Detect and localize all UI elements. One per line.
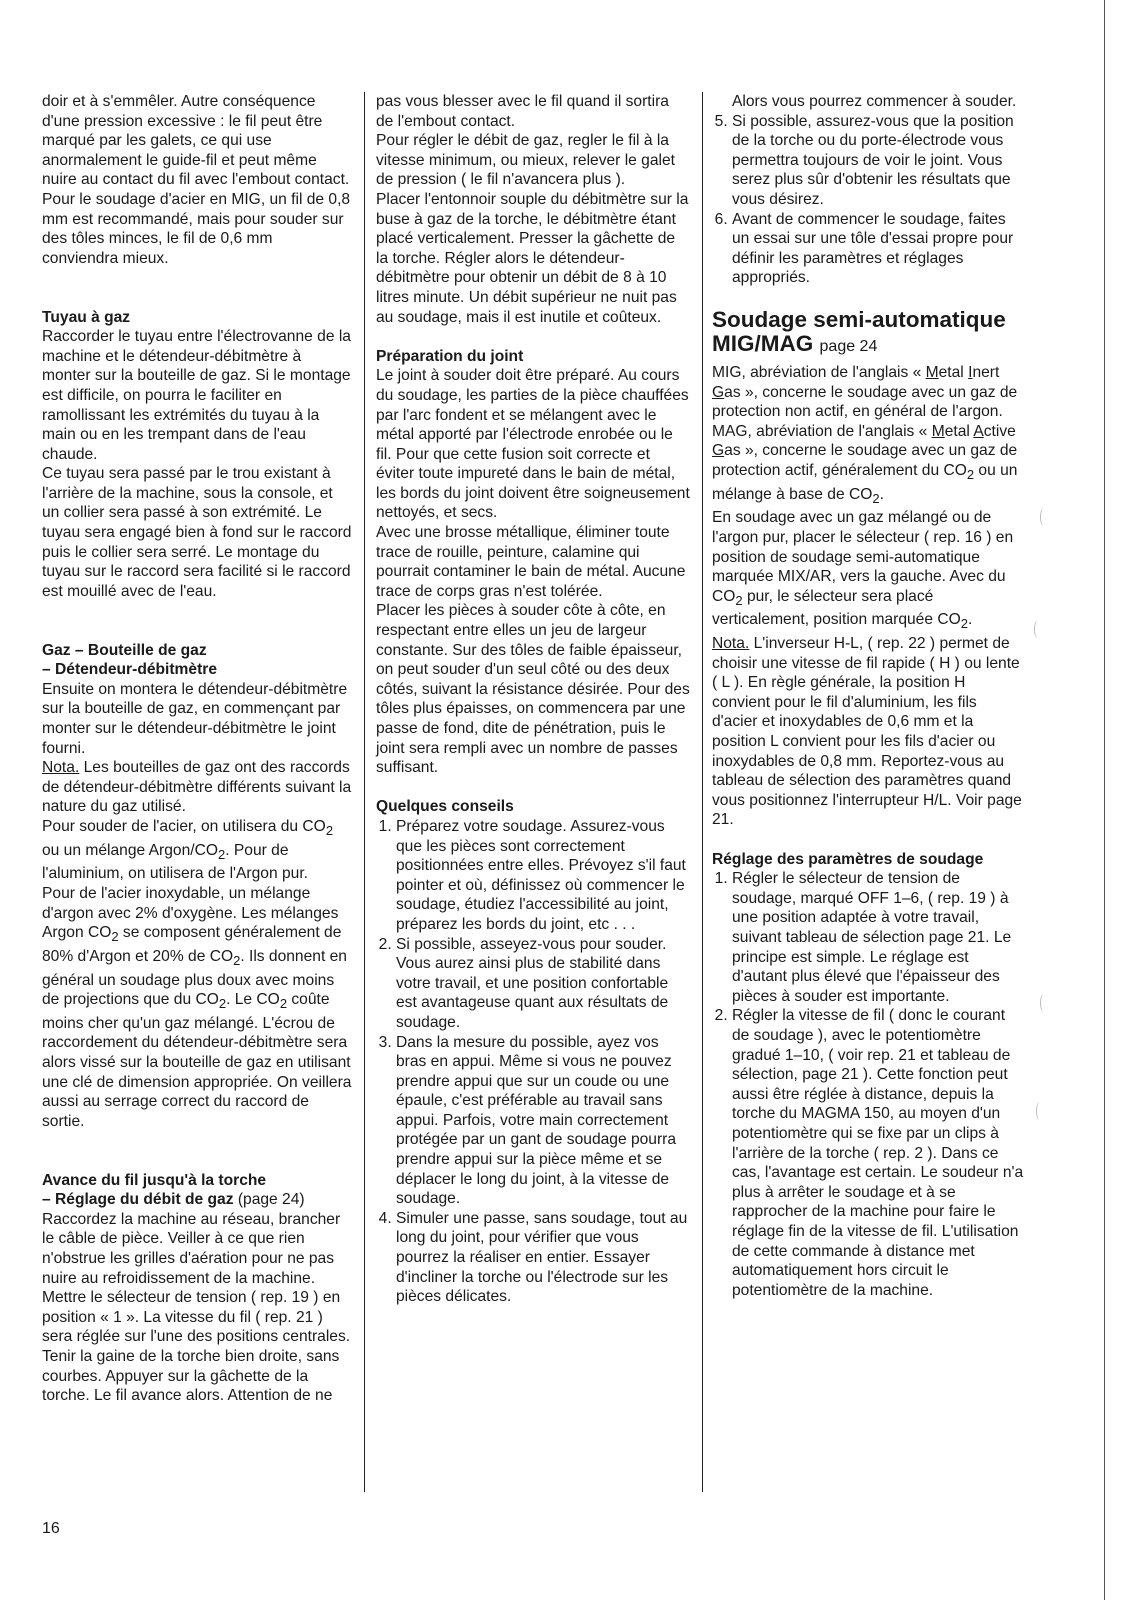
paragraph: Mettre le sélecteur de tension ( rep. 19 ) en position « 1 ». La vitesse du fil ( rep. 21 ) sera réglée sur l'une des positions centrales. Tenir la gaine de la torche bien droite, sans courbes. Appuyer sur la gâchette de la torche. Le fil avance alors. Attention de ne (42, 1289, 351, 1405)
paragraph: En soudage avec un gaz mélangé ou de l'argon pur, placer le sélecteur ( rep. 16 ) en position de soudage semi-automatique marquée MIX/AR, vers la gauche. Avec du $CO_2$ pur, le sélecteur sera placé verticalement, position marquée $CO_2$. (712, 509, 1014, 632)
column-1 (42, 92, 352, 1406)
paragraph: Pour de l'acier inoxydable, un mélange d'argon avec 2% d'oxygène. Les mélanges Argon $CO_2$ se composent généralement de 80% d'Argon et 20% de $CO_2$. Ils donnent en général un soudage plus doux avec moins de projections que du $CO_2$. Le $CO_2$ coûte moins cher qu'un gaz mélangé. L'écrou de raccordement du détendeur-débitmètre sera alors vissé sur la bouteille de gaz en utilisant une clé de dimension appropriée. On veillera aussi au serrage correct du raccord de sortie. (42, 884, 352, 1130)
paragraph-nota: Nota. L'inverseur H-L, ( rep. 22 ) permet de choisir une vitesse de fil rapide ( H ) ou lente ( L ). En règle générale, la position H convient pour le fil d'aluminium, les fils d'acier et inoxydables de 0,6 mm et la position L convient pour les fils d'acier ou inoxydables de 0,8 mm. Reportez-vous au tableau de sélection des paramètres quand vous positionnez l'interrupteur H/L. Voir page 21. (712, 635, 1022, 829)
page-number: 16 (42, 1520, 60, 1537)
section-heading-reglage: Réglage des paramètres de soudage (712, 850, 984, 868)
paragraph: Raccordez la machine au réseau, brancher le câble de pièce. Veiller à ce que rien n'obstrue les grilles d'aération pour ne pas nuire au refroidissement de la machine. (42, 1210, 341, 1287)
paragraph: Pour régler le débit de gaz, regler le fil à la vitesse minimum, ou mieux, relever le galet de pression ( le fil n'avancera plus ). (376, 132, 675, 189)
paragraph: Pour souder de l'acier, on utilisera du $CO_2$ ou un mélange Argon/$CO_2$. Pour de l'aluminium, on utilisera de l'Argon pur. (42, 817, 334, 883)
paragraph-mig: MIG, abréviation de l'anglais « Metal Inert Gas », concerne le soudage avec un gaz de protection non actif, en général de l'argon. (712, 363, 1018, 421)
list-item: 6. Avant de commencer le soudage, faites un essai sur une tôle d'essai propre pour définir les paramètres et réglages appropriés. (732, 210, 1024, 288)
column-2 (376, 92, 690, 1307)
pencil-mark (1040, 508, 1047, 526)
paragraph: doir et à s'emmêler. Autre conséquence d'une pression excessive : le fil peut être marqué par les galets, ce qui use anormalement le guide-fil et peut même nuire au contact du fil avec l'embout contact. (42, 93, 350, 189)
section-heading-preparation: Préparation du joint (376, 347, 524, 365)
paragraph: Alors vous pourrez commencer à souder. (732, 93, 1017, 110)
section-heading-tuyau: Tuyau à gaz (42, 308, 131, 326)
section-title-mig-mag: Soudage semi-automatique MIG/MAG page 24 (712, 306, 1006, 356)
paragraph: Avec une brosse métallique, éliminer toute trace de rouille, peinture, calamine qui pourrait contaminer le bain de métal. Aucune trace de corps gras n'est tolérée. (376, 524, 686, 600)
paragraph: pas vous blesser avec le fil quand il sortira de l'embout contact. (376, 93, 669, 130)
paragraph: Le joint à souder doit être préparé. Au cours du soudage, les parties de la pièce chauffées par l'arc fondent et se mélangent avec le métal apporté par l'électrode enrobée ou le fil. Pour que cette fusion soit correcte et éviter toute impureté dans le bain de métal, les bords du joint doivent être soigneusement nettoyés, et secs. (376, 367, 690, 522)
paragraph-nota: Nota. Les bouteilles de gaz ont des raccords de détendeur-débitmètre différents suivant la nature du gaz utilisé. (42, 759, 352, 816)
section-heading-avance: Avance du fil jusqu'à la torche – Réglage du débit de gaz (page 24) (42, 1171, 305, 1209)
paragraph: Placer les pièces à souder côte à côte, en respectant entre elles un jeu de largeur constante. Sur des tôles de faible épaisseur, on peut souder d'un seul côté ou des deux côtés, suivant la résistance désirée. Pour des tôles plus épaisses, on commencera par une passe de fond, dite de pénétration, puis le joint sera rempli avec un nombre de passes suffisant. (376, 602, 690, 777)
advice-list-continued (712, 112, 1024, 288)
paragraph: Raccorder le tuyau entre l'électrovanne de la machine et le détendeur-débitmètre à monter sur la bouteille de gaz. Si le montage est difficile, on pourra le faciliter en ramollissant les extrémités du tuyau à la main ou en les trempant dans de l'eau chaude. (42, 328, 351, 463)
list-item: 4. Simuler une passe, sans soudage, tout au long du joint, pour vérifier que vous pourrez la réaliser en entier. Essayer d'incliner la torche ou l'électrode sur les pièces délicates. (396, 1209, 690, 1307)
section-heading-conseils: Quelques conseils (376, 798, 514, 816)
settings-list (712, 869, 1024, 1300)
column-divider (364, 92, 365, 1492)
page-edge (1104, 0, 1105, 1600)
paragraph: Placer l'entonnoir souple du débitmètre sur la buse à gaz de la torche, le débitmètre étant placé verticalement. Presser la gâchette de la torche. Régler alors le détendeur-débitmètre pour obtenir un débit de 8 à 10 litres minute. Un débit supérieur ne nuit pas au soudage, mais il est inutile et coûteux. (376, 190, 689, 326)
pencil-mark (1036, 1102, 1043, 1120)
paragraph-mag: MAG, abréviation de l'anglais « Metal Active Gas », concerne le soudage avec un gaz de protection actif, généralement du $CO_2$ ou un mélange à base de $CO_2$. (712, 422, 1018, 506)
paragraph: Ce tuyau sera passé par le trou existant à l'arrière de la machine, sous la console, et un collier sera passé à son extrémité. Le tuyau sera engagé bien à fond sur le raccord puis le collier sera serré. Le montage du tuyau sur le raccord sera facilité si le raccord est mouillé avec de l'eau. (42, 465, 352, 600)
list-item: 1. Préparez votre soudage. Assurez-vous que les pièces sont correctement positionnées entre elles. Prévoyez s'il faut pointer et où, définissez où commencer le soudage, étudiez l'accessibilité au joint, préparez les bords du joint, etc . . . (396, 817, 690, 935)
advice-list (376, 817, 690, 1307)
paragraph: Pour le soudage d'acier en MIG, un fil de 0,8 mm est recommandé, mais pour souder sur des tôles minces, le fil de 0,6 mm conviendra mieux. (42, 190, 351, 267)
section-heading-gaz: Gaz – Bouteille de gaz – Détendeur-débitmètre (42, 641, 218, 679)
pencil-mark (1040, 994, 1047, 1012)
list-item: 2. Régler la vitesse de fil ( donc le courant de soudage ), avec le potentiomètre gradué 1–10, ( voir rep. 21 et tableau de sélection, page 21 ). Cette fonction peut aussi être réglée à distance, depuis la torche du MAGMA 150, au moyen d'un potentiomètre qui se fixe par un clips à l'arrière de la torche ( rep. 2 ). Dans ce cas, l'avantage est certain. Le soudeur n'a plus à arrêter le soudage et à se rapprocher de la machine pour faire le réglage fin de la vitesse de fil. L'utilisation de cette commande à distance met automatiquement hors circuit le potentiomètre de la machine. (732, 1006, 1024, 1300)
column-3 (712, 92, 1024, 1300)
column-divider (702, 92, 703, 1492)
list-item: 3. Dans la mesure du possible, ayez vos bras en appui. Même si vous ne pouvez prendre appui que sur un coude ou une épaule, c'est préférable au travail sans appui. Parfois, votre main correctement protégée par un gant de soudage pourra prendre appui sur la pièce même et se déplacer le long du joint, à la vitesse de soudage. (396, 1033, 690, 1209)
list-item: 5. Si possible, assurez-vous que la position de la torche ou du porte-électrode vous permettra toujours de voir le joint. Vous serez plus sûr d'obtenir les résultats que vous désirez. (732, 112, 1024, 210)
list-item: 1. Régler le sélecteur de tension de soudage, marqué OFF 1–6, ( rep. 19 ) à une position adaptée à votre travail, suivant tableau de sélection page 21. Le principe est simple. Le réglage est d'autant plus élevé que l'épaisseur des pièces à souder est importante. (732, 869, 1024, 1006)
list-item: 2. Si possible, asseyez-vous pour souder. Vous aurez ainsi plus de stabilité dans votre travail, et une position confortable est avantageuse quant aux résultats de soudage. (396, 935, 690, 1033)
paragraph: Ensuite on montera le détendeur-débitmètre sur la bouteille de gaz, en commençant par monter sur le détendeur-débitmètre le joint fourni. (42, 680, 348, 757)
pencil-mark (1034, 620, 1041, 638)
